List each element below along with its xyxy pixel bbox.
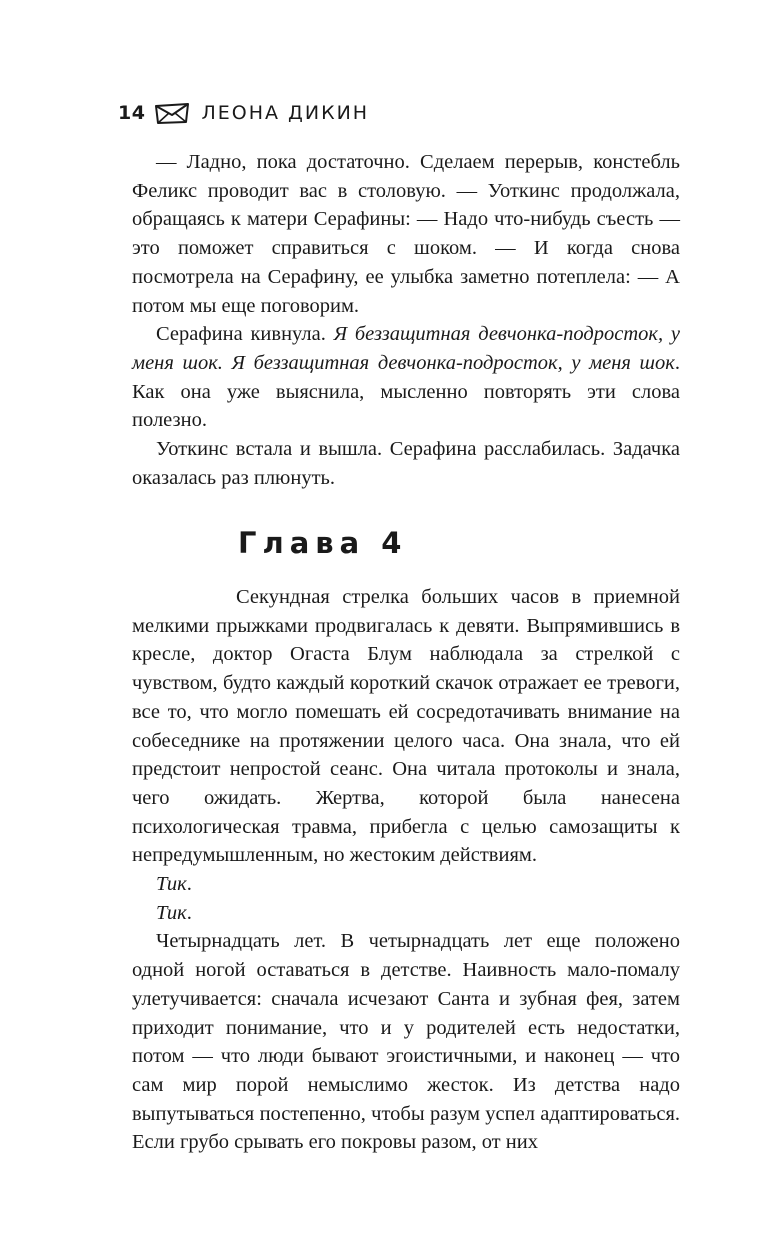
tick-word: Тик	[156, 873, 187, 896]
text-block-top	[132, 148, 680, 492]
paragraph: Секундная стрелка больших часов в приемной мелкими прыжками продвигалась к девяти. Выпрямившись в кресле, доктор Огаста Блум наблюдала за стрелкой с чувством, будто каждый короткий скачок отражает ее тревоги, все то, что могло помешать ей сосредотачивать внимание на собеседнике на протяжении целого часа. Она знала, что ей предстоит непростой сеанс. Она читала протоколы и знала, чего ожидать. Жертва, которой была нанесена психологическая травма, прибегла с целью самозащиты к непредумышленным, но жестоким действиям.	[132, 586, 680, 867]
author-name: ЛЕОНА ДИКИН	[201, 102, 370, 124]
running-header	[118, 98, 369, 128]
paragraph: — Ладно, пока достаточно. Сделаем перерыв, констебль Феликс проводит вас в столовую. — Уоткинс продолжала, обращаясь к матери Серафины: — Надо что-нибудь съесть — это поможет справиться с шоком. — И когда снова посмотрела на Серафину, ее улыбка заметно потеплела: — А потом мы еще поговорим.	[132, 151, 680, 317]
text-block-bottom	[132, 583, 680, 1157]
paragraph-tick	[132, 899, 680, 928]
paragraph-tail: . Как она уже выяснила, мысленно повторять эти слова полезно.	[132, 351, 680, 432]
paragraph-italic: Я беззащитная девчонка-подросток, у меня шок. Я беззащитная девчонка-подросток, у меня шок	[132, 323, 681, 374]
paragraph-tick	[132, 870, 680, 899]
chapter-title: Глава 4	[238, 526, 408, 560]
tick-punct: .	[186, 873, 192, 896]
tick-word: Тик	[156, 901, 187, 924]
paragraph: Четырнадцать лет. В четырнадцать лет еще положено одной ногой оставаться в детстве. Наивность мало-помалу улетучивается: сначала исчезают Санта и зубная фея, затем приходит понимание, что и у родителей есть недостатки, потом — что люди бывают эгоистичными, и наконец — что сам мир порой немыслимо жесток. Из детства надо выпутываться постепенно, чтобы разум успел адаптироваться. Если грубо срывать его покровы разом, от них	[132, 930, 680, 1154]
paragraph	[132, 320, 680, 435]
envelope-icon	[153, 102, 191, 124]
paragraph-lead: Серафина кивнула.	[156, 323, 334, 346]
paragraph: Уоткинс встала и вышла. Серафина расслабилась. Задачка оказалась раз плюнуть.	[132, 438, 680, 489]
page-number: 14	[118, 102, 146, 124]
tick-punct: .	[186, 901, 192, 924]
